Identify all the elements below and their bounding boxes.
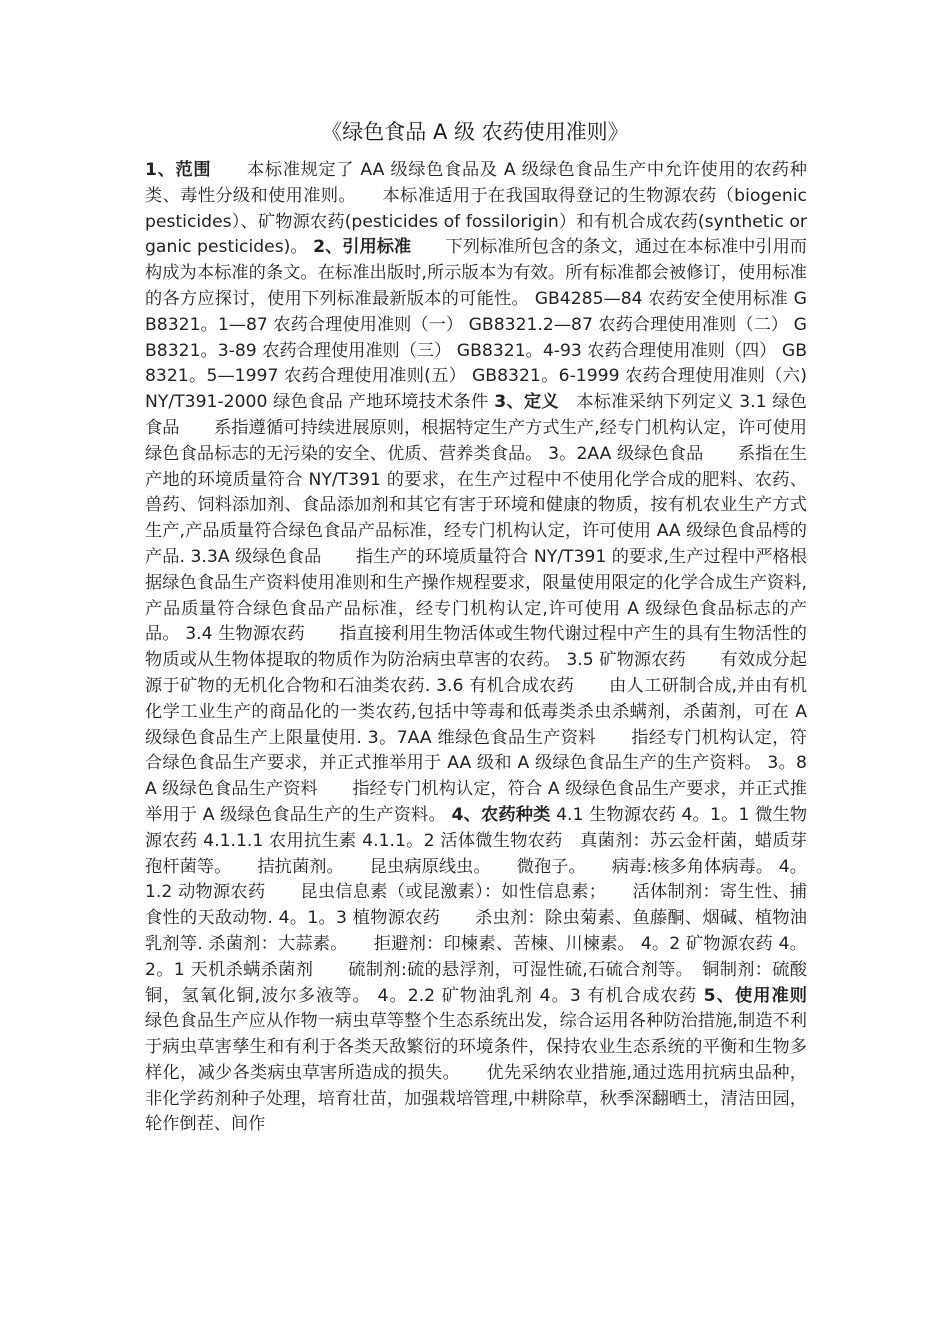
section-heading: 5、使用准则: [703, 985, 807, 1006]
section-heading: 2、引用标准: [313, 237, 412, 258]
section-heading: 4、农药种类: [451, 804, 551, 825]
paragraph-text: 绿色食品生产应从作物一病虫草等整个生态系统出发，综合运用各种防治措施,制造不利于病虫草害孳生和有利于各类天敌繁衍的环境条件，保持农业生态系统的平衡和生物多样化，减少各类病虫草害所造成的损失。 优先采纳农业措施,通过选用抗病虫品种，非化学药剂种子处理，培育壮苗，加强栽培管理,中耕除草，秋季深翻晒土，清洁田园，轮作倒茬、间作: [145, 985, 842, 1135]
paragraph-text: 4.1 生物源农药 4。1。1 微生物源农药 4.1.1.1 农用抗生素 4.1.1。2 活体微生物农药 真菌剂：苏云金杆菌，蜡质芽孢杆菌等。 拮抗菌剂。 昆虫病原线虫。 微孢子。 病毒:核多角体病毒。 4。1.2 动物源农药 昆虫信息素（或昆激素）：如性信息素； 活体制剂：寄生性、捕食性的天敌动物. 4。1。3 植物源农药 杀虫剂：除虫菊素、鱼藤酮、烟碱、植物油乳剂等. 杀菌剂：大蒜素。 拒避剂：印楝素、苦楝、川楝素。 4。2 矿物源农药 4。2。1 天机杀螨杀菌剂 硫制剂:硫的悬浮剂，可湿性硫,石硫合剂等。 铜制剂：硫酸铜，氢氧化铜,波尔多液等。 4。2.2 矿物油乳剂 4。3 有机合成农药: [145, 804, 808, 1006]
paragraph-text: 本标准规定了 AA 级绿色食品及 A 级绿色食品生产中允许使用的农药种类、毒性分级和使用准则。 本标准适用于在我国取得登记的生物源农药（biogenic pesticides）、矿物源农药(pesticides of fossilorigin）和有机合成农药(synthetic organic pesticides)。: [145, 160, 807, 258]
document-title: 《绿色食品 A 级 农药使用准则》: [321, 120, 629, 144]
paragraph-text: 本标准采纳下列定义 3.1 绿色食品 系指遵循可持续进展原则，根据特定生产方式生产,经专门机构认定，许可使用绿色食品标志的无污染的安全、优质、营养类食品。 3。2AA 级绿色食品 系指在生产地的环境质量符合 NY/T391 的要求，在生产过程中不使用化学合成的肥料、农药、兽药、饲料添加剂、食品添加剂和其它有害于环境和健康的物质，按有机农业生产方式生产,产品质量符合绿色食品产品标准，经专门机构认定，许可使用 AA 级绿色食品樗的产品. 3.3A 级绿色食品 指生产的环境质量符合 NY/T391 的要求,生产过程中严格根据绿色食品生产资料使用准则和生产操作规程要求，限量使用限定的化学合成生产资料,产品质量符合绿色食品产品标准，经专门机构认定,许可使用 A 级绿色食品标志的产品。 3.4 生物源农药 指直接利用生物活体或生物代谢过程中产生的具有生物活性的物质或从生物体提取的物质作为防治病虫草害的农药。 3.5 矿物源农药 有效成分起源于矿物的无机化合物和石油类农药. 3.6 有机合成农药 由人工研制合成,并由有机化学工业生产的商品化的一类农药,包括中等毒和低毒类杀虫杀螨剂，杀菌剂，可在 A 级绿色食品生产上限量使用. 3。7AA 维绿色食品生产资料 指经专门机构认定，符合绿色食品生产要求，并正式推举用于 AA 级和 A 级绿色食品生产的生产资料。 3。8A 级绿色食品生产资料 指经专门机构认定，符合 A 级绿色食品生产要求，并正式推举用于 A 级绿色食品生产的生产资料。: [145, 392, 807, 825]
document-body: [145, 158, 842, 1138]
section-heading: 3、定义: [494, 392, 559, 413]
paragraph-text: 下列标准所包含的条文，通过在本标准中引用而构成为本标准的条文。在标准出版时,所示版本为有效。所有标准都会被修订，使用标准的各方应探讨，使用下列标准最新版本的可能性。 GB4285—84 农药安全使用标准 GB8321。1—87 农药合理使用准则（一） GB8321.2—87 农药合理使用准则（二） GB8321。3-89 农药合理使用准则（三） GB8321。4-93 农药合理使用准则（四） GB8321。5—1997 农药合理使用准则(五） GB8321。6-1999 农药合理使用准则（六) NY/T391-2000 绿色食品 产地环境技术条件: [145, 237, 807, 413]
section-heading: 1、范围: [145, 160, 212, 180]
